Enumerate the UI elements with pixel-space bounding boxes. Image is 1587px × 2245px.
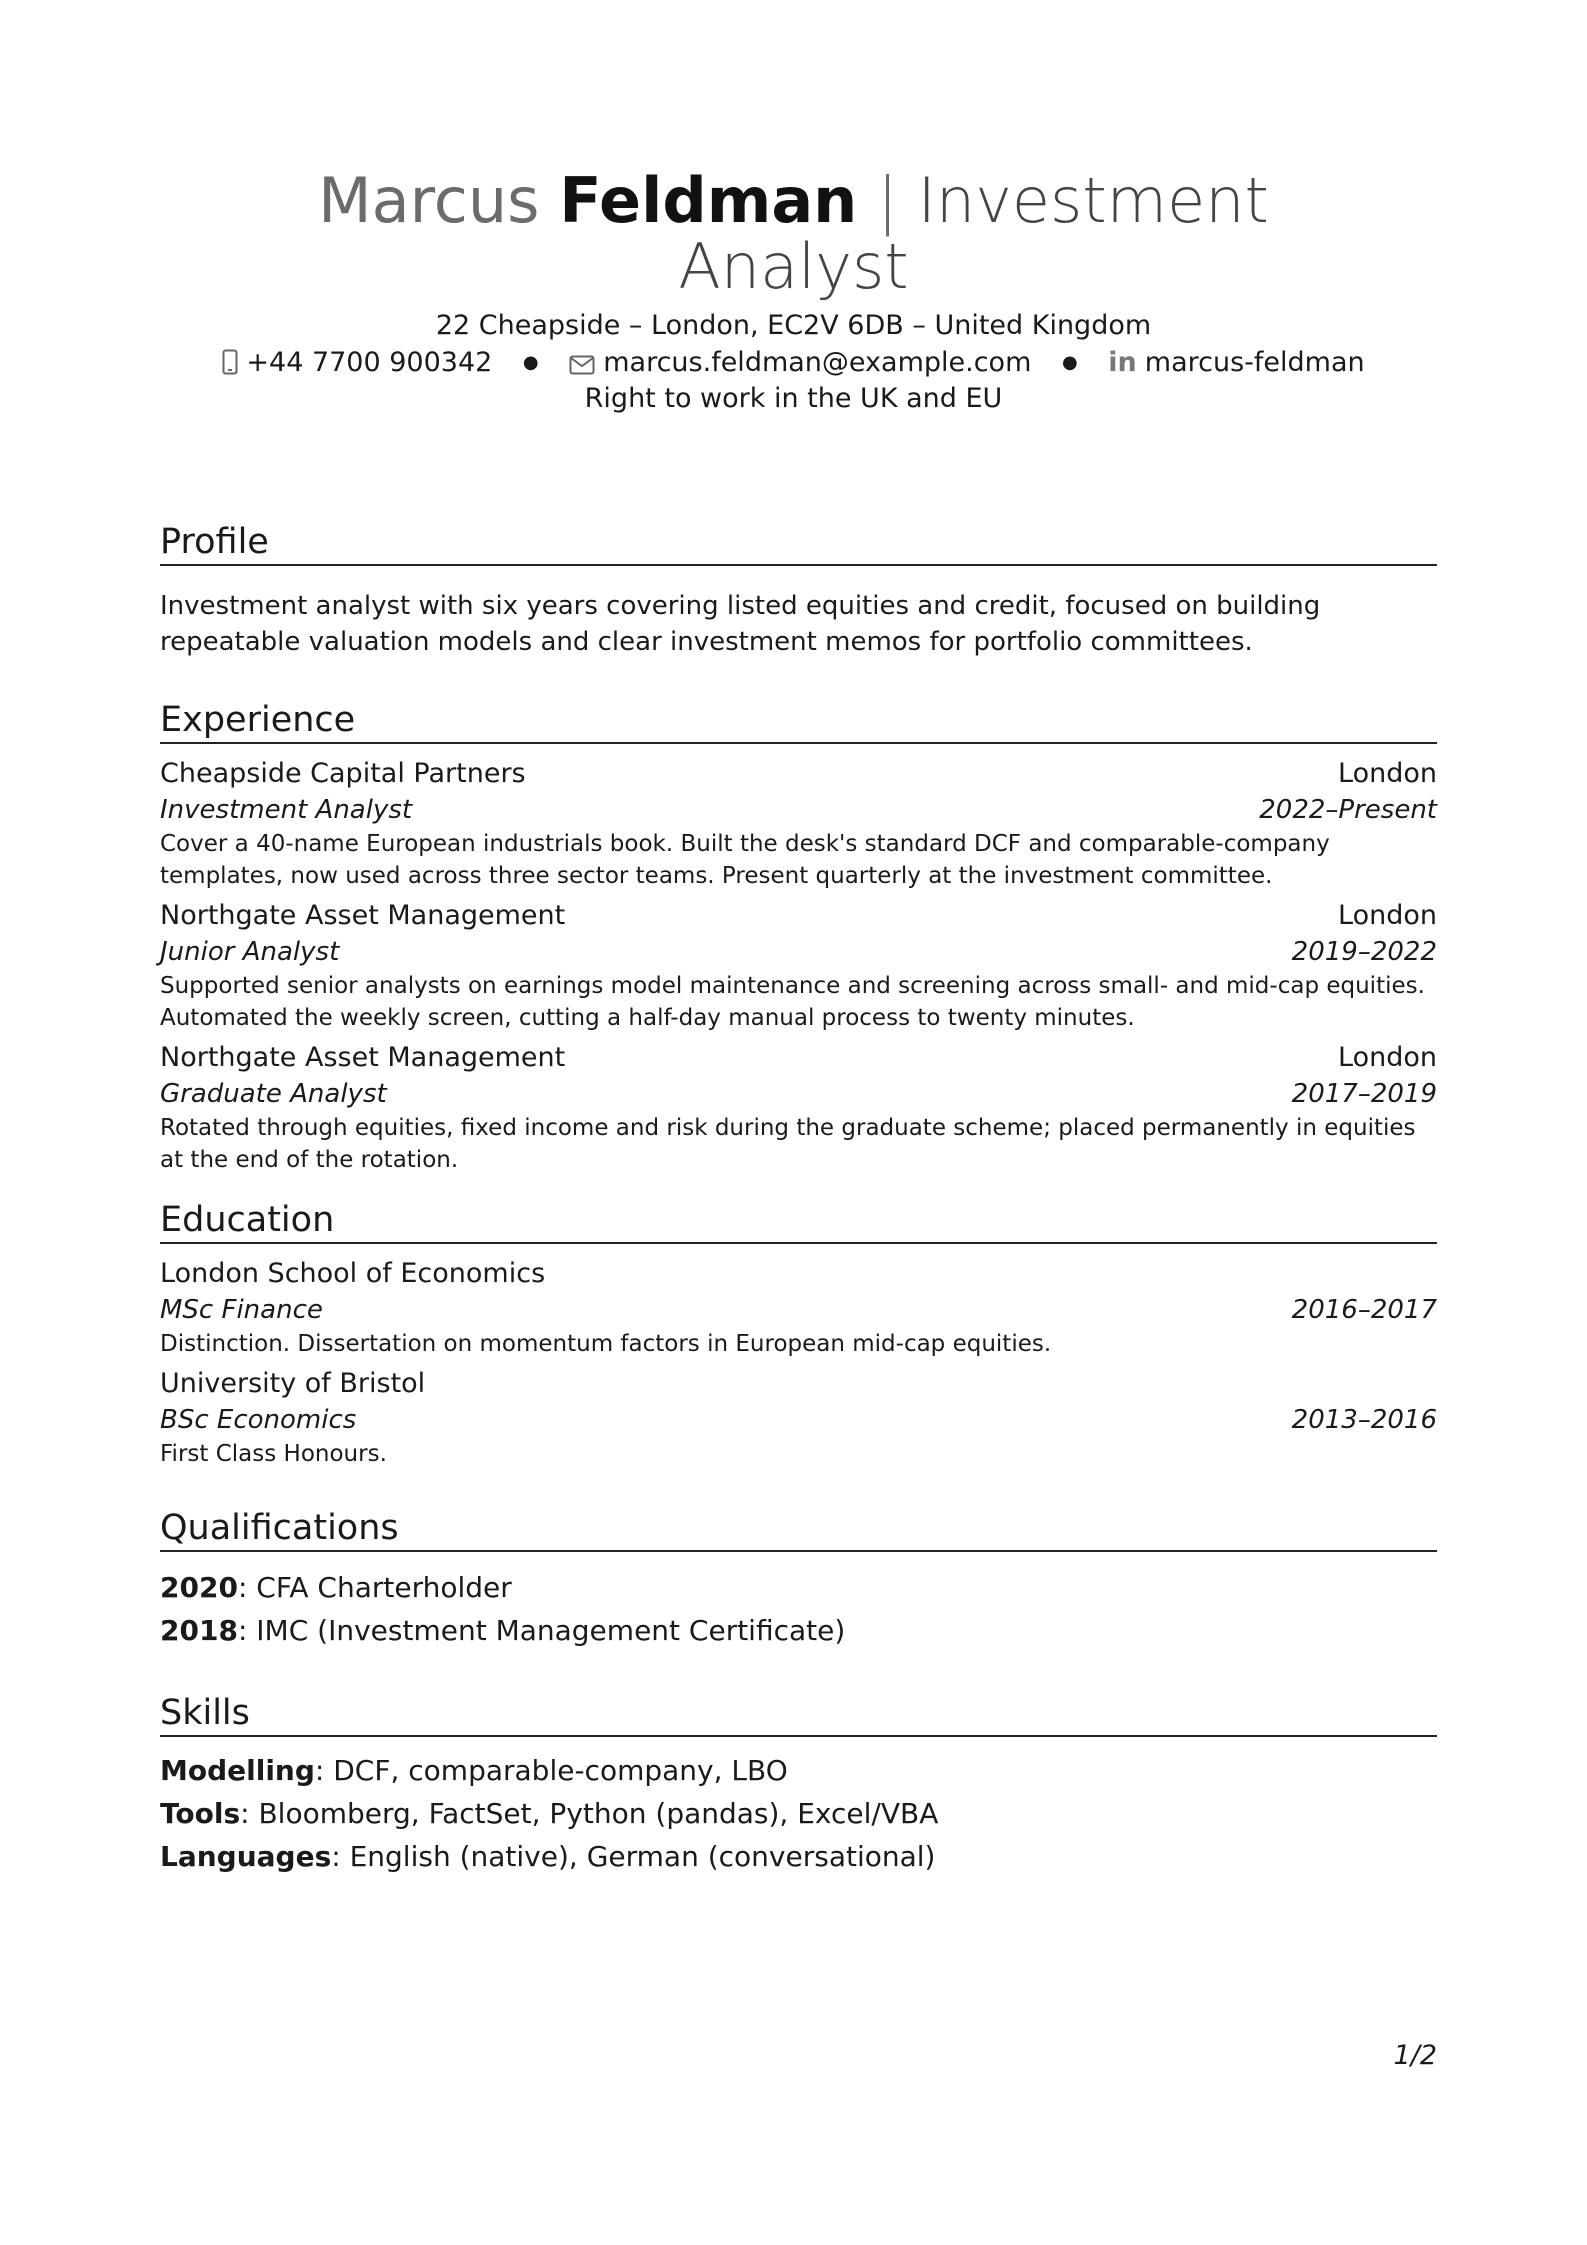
qualification-year: 2018 bbox=[160, 1614, 238, 1647]
profile-text: Investment analyst with six years covering listed equities and credit, focused on building repeatable valuation models and clear investment memos for portfolio committees. bbox=[160, 591, 1321, 657]
email-address: marcus.feldman@example.com bbox=[603, 346, 1032, 378]
first-name: Marcus bbox=[318, 164, 540, 237]
entry-description: First Class Honours. bbox=[160, 1441, 387, 1467]
dates: 2017–2019 bbox=[1291, 1079, 1437, 1109]
address: 22 Cheapside – London, EC2V 6DB – United Kingdom bbox=[435, 310, 1152, 341]
experience-entry bbox=[160, 756, 1437, 892]
employer: Cheapside Capital Partners bbox=[160, 758, 526, 789]
skill-text: Bloomberg, FactSet, Python (pandas), Excel/VBA bbox=[258, 1797, 939, 1830]
skills-section bbox=[160, 1691, 1437, 1878]
dates: 2022–Present bbox=[1259, 795, 1437, 825]
education-section bbox=[160, 1198, 1437, 1470]
email-contact[interactable] bbox=[569, 345, 1031, 381]
page-number: 1/2 bbox=[1393, 2040, 1437, 2071]
qualification-text: CFA Charterholder bbox=[256, 1571, 512, 1604]
location: London bbox=[1338, 758, 1437, 789]
dates: 2019–2022 bbox=[1291, 937, 1437, 967]
experience-section bbox=[160, 698, 1437, 1176]
skill-item: Languages: English (native), German (conversational) bbox=[160, 1840, 936, 1873]
role: Investment Analyst bbox=[160, 795, 413, 825]
title-separator: | bbox=[877, 164, 898, 237]
section-rule bbox=[160, 1242, 1437, 1244]
phone-number: +44 7700 900342 bbox=[246, 346, 493, 378]
section-rule bbox=[160, 1735, 1437, 1737]
qualification-item: 2018: IMC (Investment Management Certificate) bbox=[160, 1614, 846, 1647]
section-title-experience: Experience bbox=[160, 700, 356, 740]
skill-label: Modelling bbox=[160, 1754, 315, 1787]
right-to-work: Right to work in the UK and EU bbox=[584, 382, 1003, 414]
qualification-text: IMC (Investment Management Certificate) bbox=[256, 1614, 846, 1647]
profile-section bbox=[160, 520, 1437, 660]
employer: Northgate Asset Management bbox=[160, 900, 566, 931]
skill-item: Modelling: DCF, comparable-company, LBO bbox=[160, 1754, 788, 1787]
last-name: Feldman bbox=[559, 164, 858, 237]
education-entry bbox=[160, 1366, 1437, 1470]
qualification-item: 2020: CFA Charterholder bbox=[160, 1571, 512, 1604]
experience-entry bbox=[160, 1040, 1437, 1176]
mobile-phone-icon bbox=[222, 349, 238, 375]
section-title-skills: Skills bbox=[160, 1693, 250, 1733]
location: London bbox=[1338, 900, 1437, 931]
degree: BSc Economics bbox=[160, 1405, 357, 1435]
experience-entry bbox=[160, 898, 1437, 1034]
qualification-year: 2020 bbox=[160, 1571, 238, 1604]
skill-label: Languages bbox=[160, 1840, 332, 1873]
contact-line bbox=[0, 344, 1587, 381]
education-entry bbox=[160, 1256, 1437, 1360]
dates: 2016–2017 bbox=[1291, 1295, 1437, 1325]
name-heading bbox=[0, 164, 1587, 303]
section-rule bbox=[160, 742, 1437, 744]
section-title-qualifications: Qualifications bbox=[160, 1508, 399, 1548]
institution: London School of Economics bbox=[160, 1258, 546, 1289]
linkedin-handle: marcus-feldman bbox=[1144, 346, 1365, 378]
location: London bbox=[1338, 1042, 1437, 1073]
skill-label: Tools bbox=[160, 1797, 241, 1830]
envelope-icon bbox=[569, 355, 595, 375]
linkedin-icon: in bbox=[1108, 346, 1137, 378]
section-title-education: Education bbox=[160, 1200, 335, 1240]
entry-description: Supported senior analysts on earnings model maintenance and screening across small- and mid-cap equities. Automated the weekly screen, cutting a half-day manual process to twenty minutes. bbox=[160, 973, 1425, 1031]
skill-text: English (native), German (conversational) bbox=[349, 1840, 936, 1873]
role: Junior Analyst bbox=[160, 937, 340, 967]
resume-header bbox=[0, 164, 1587, 417]
bullet-separator: ● bbox=[1061, 351, 1078, 373]
degree: MSc Finance bbox=[160, 1295, 323, 1325]
linkedin-contact[interactable] bbox=[1108, 345, 1364, 381]
section-rule bbox=[160, 1550, 1437, 1552]
bullet-separator: ● bbox=[522, 351, 539, 373]
job-title-line1: Investment bbox=[917, 164, 1269, 237]
entry-description: Cover a 40-name European industrials book. Built the desk's standard DCF and comparable-company templates, now used across three sector teams. Present quarterly at the investment committee. bbox=[160, 831, 1330, 889]
job-title-line2: Analyst bbox=[678, 230, 909, 303]
section-rule bbox=[160, 564, 1437, 566]
employer: Northgate Asset Management bbox=[160, 1042, 566, 1073]
qualifications-section bbox=[160, 1506, 1437, 1652]
skill-text: DCF, comparable-company, LBO bbox=[333, 1754, 788, 1787]
entry-description: Distinction. Dissertation on momentum factors in European mid-cap equities. bbox=[160, 1331, 1052, 1357]
role: Graduate Analyst bbox=[160, 1079, 387, 1109]
entry-description: Rotated through equities, fixed income and risk during the graduate scheme; placed permanently in equities at the end of the rotation. bbox=[160, 1115, 1416, 1173]
dates: 2013–2016 bbox=[1291, 1405, 1437, 1435]
phone-contact[interactable] bbox=[222, 345, 492, 381]
skill-item: Tools: Bloomberg, FactSet, Python (pandas), Excel/VBA bbox=[160, 1797, 939, 1830]
institution: University of Bristol bbox=[160, 1368, 426, 1399]
section-title-profile: Profile bbox=[160, 522, 269, 562]
